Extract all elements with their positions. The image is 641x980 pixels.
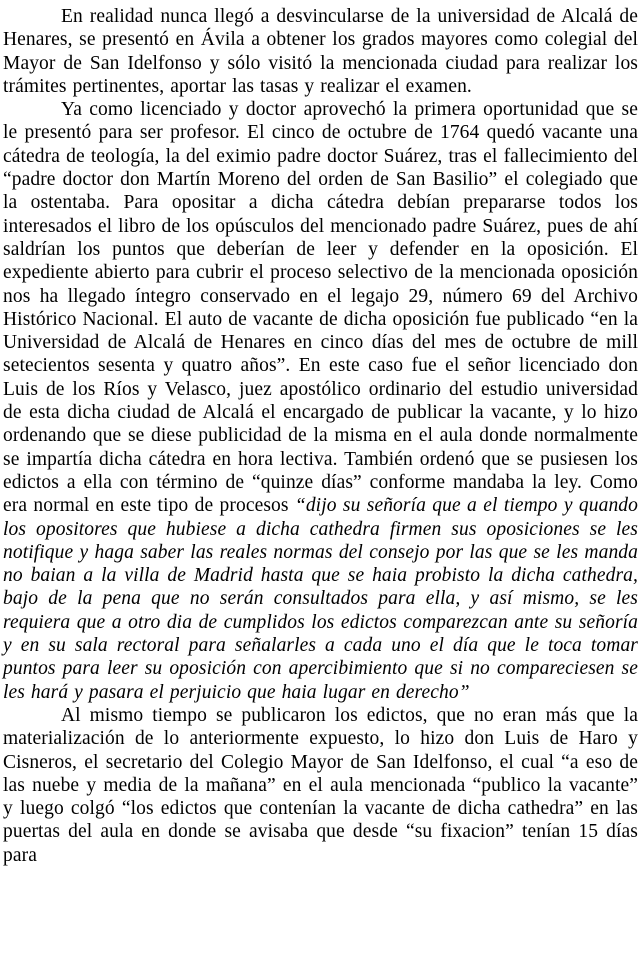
paragraph	[3, 704, 638, 867]
paragraph	[3, 5, 638, 98]
text-block	[3, 5, 638, 867]
text-run: En realidad nunca llegó a desvincularse de la universidad de Alcalá de Henares, se presentó en Ávila a obtener los grados mayores como colegial del Mayor de San Idelfonso y sólo visitó la mencionada ciudad para realizar los trámites pertinentes, aportar las tasas y realizar el examen.	[3, 6, 638, 97]
quoted-italic-text: “dijo su señoría que a el tiempo y quando los opositores que hubiese a dicha cathedra firmen sus oposiciones se les notifique y haga saber las reales normas del consejo por las que se les manda no baian a la villa de Madrid hasta que se haia probisto la dicha cathedra, bajo de la pena que no serán consultados para ella, y así mismo, se les requiera que a otro dia de cumplidos los edictos comparezcan ante su señoría y en su sala rectoral para señalarles a cada uno el día que le toca tomar puntos para leer su oposición con apercibimiento que si no compareciesen se les hará y pasara el perjuicio que haia lugar en derecho”	[3, 495, 638, 703]
text-run: Ya como licenciado y doctor aprovechó la primera oportunidad que se le presentó para ser profesor. El cinco de octubre de 1764 quedó vacante una cátedra de teología, la del eximio padre doctor Suárez, tras el fallecimiento del “padre doctor don Martín Moreno del orden de San Basilio” el colegiado que la ostentaba. Para opositar a dicha cátedra debían prepararse todos los interesados el libro de los opúsculos del mencionado padre Suárez, pues de ahí saldrían los puntos que deberían de leer y defender en la oposición. El expediente abierto para cubrir el proceso selectivo de la mencionada oposición nos ha llegado íntegro conservado en el legajo 29, número 69 del Archivo Histórico Nacional. El auto de vacante de dicha oposición fue publicado “en la Universidad de Alcalá de Henares en cinco días del mes de octubre de mill setecientos sesenta y quatro años”. En este caso fue el señor licenciado don Luis de los Ríos y Velasco, juez apostólico ordinario del estudio universidad de esta dicha ciudad de Alcalá el encargado de publicar la vacante, y lo hizo ordenando que se diese publicidad de la misma en el aula donde normalmente se impartía dicha cátedra en hora lectiva. También ordenó que se pusiesen los edictos a ella con término de “quinze días” conforme mandaba la ley. Como era normal en este tipo de procesos	[3, 99, 638, 517]
text-run: Al mismo tiempo se publicaron los edictos, que no eran más que la materialización de lo anteriormente expuesto, lo hizo don Luis de Haro y Cisneros, el secretario del Colegio Mayor de San Idelfonso, el cual “a eso de las nuebe y media de la mañana” en el aula mencionada “publico la vacante” y luego colgó “los edictos que contenían la vacante de dicha cathedra” en las puertas del aula en donde se avisaba que desde “su fixacion” tenían 15 días para	[3, 704, 638, 866]
paragraph	[3, 98, 638, 704]
